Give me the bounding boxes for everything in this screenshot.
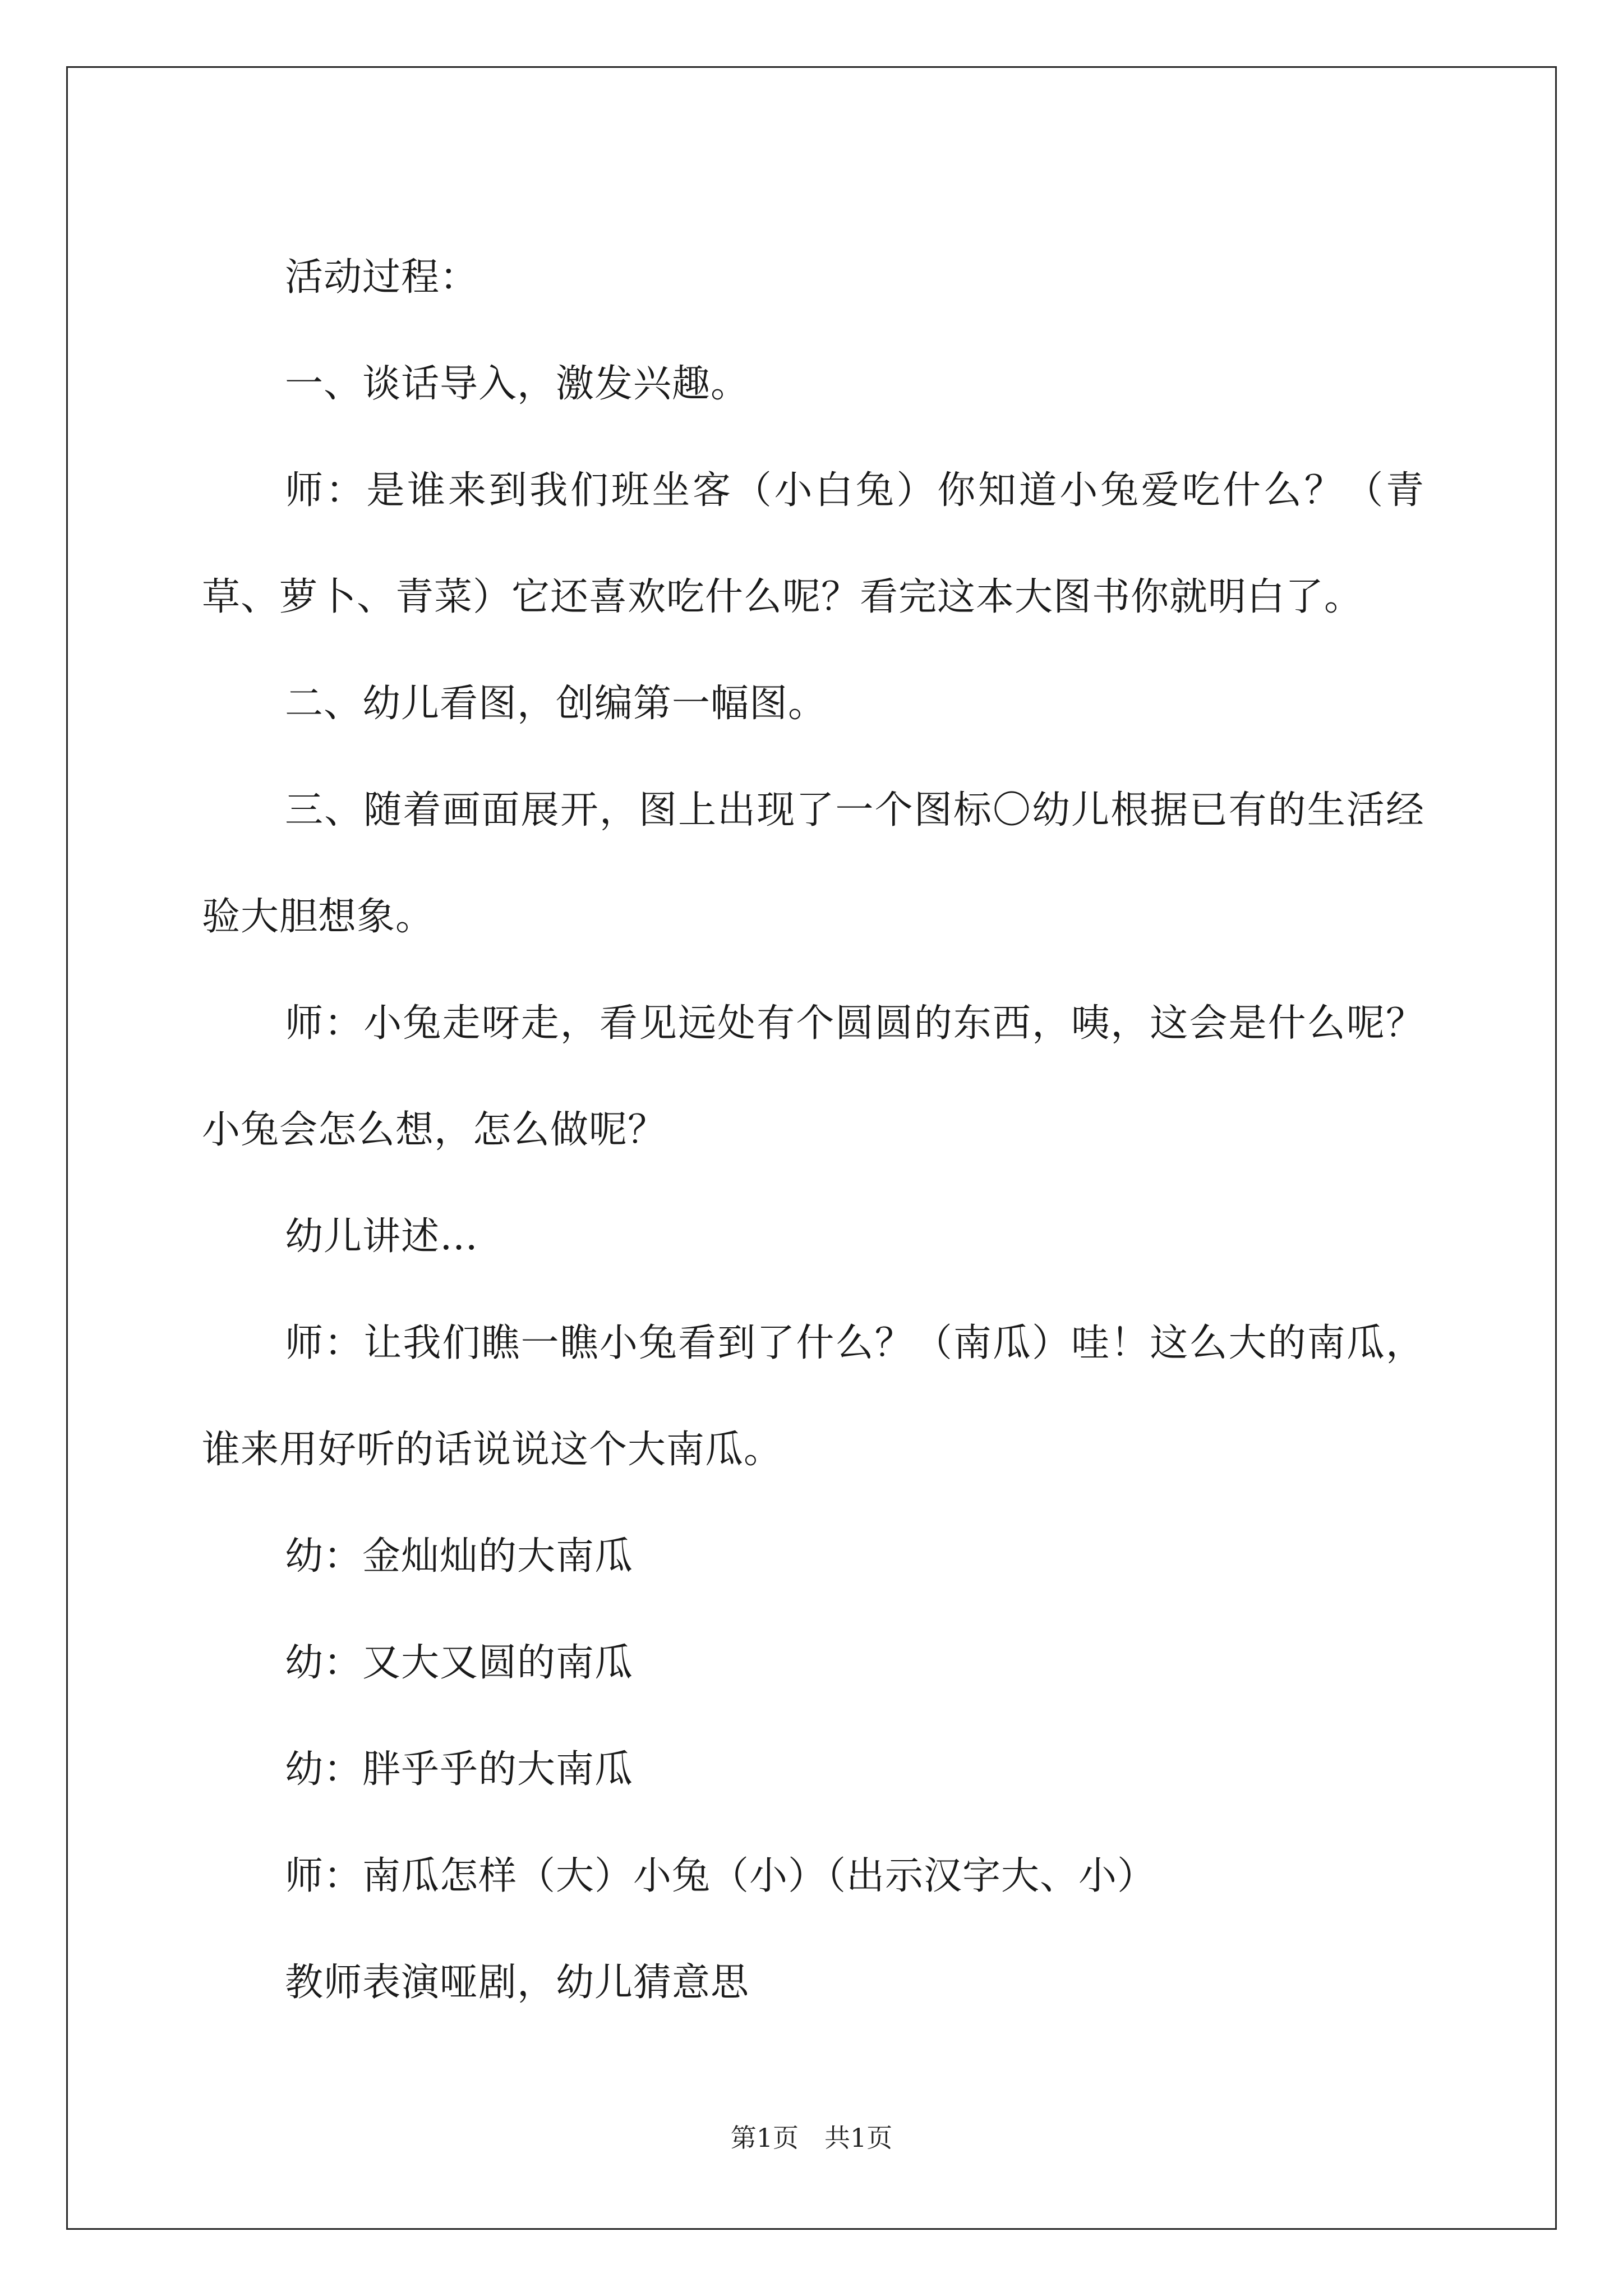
paragraph-heading: 活动过程：: [285, 255, 479, 300]
paragraph: 师：小兔走呀走，看见远处有个圆圆的东西，咦，这会是什么呢？小兔会怎么想，怎么做呢？: [202, 1001, 1424, 1152]
paragraph: 师：是谁来到我们班坐客（小白兔）你知道小兔爱吃什么？（青草、萝卜、青菜）它还喜欢吃什么呢？看完这本大图书你就明白了。: [202, 468, 1424, 619]
paragraph: 幼：胖乎乎的大南瓜: [285, 1747, 634, 1792]
paragraph: 师：让我们瞧一瞧小兔看到了什么？（南瓜）哇！这么大的南瓜，谁来用好听的话说说这个大南瓜。: [202, 1321, 1424, 1472]
paragraph: 教师表演哑剧，幼儿猜意思: [285, 1961, 750, 2005]
paragraph: 二、幼儿看图，创编第一幅图。: [285, 682, 827, 726]
paragraph: 幼：又大又圆的南瓜: [285, 1641, 634, 1685]
paragraph: 师：南瓜怎样（大）小兔（小）（出示汉字大、小）: [285, 1854, 1156, 1898]
page-number-footer: 第1页 共1页: [730, 2123, 893, 2153]
paragraph: 幼：金灿灿的大南瓜: [285, 1534, 634, 1579]
paragraph: 三、随着画面展开，图上出现了一个图标〇幼儿根据已有的生活经验大胆想象。: [202, 788, 1424, 939]
document-body: [202, 224, 1424, 2036]
paragraph: 一、谈话导入，激发兴趣。: [285, 362, 750, 406]
paragraph: 幼儿讲述…: [285, 1214, 479, 1259]
